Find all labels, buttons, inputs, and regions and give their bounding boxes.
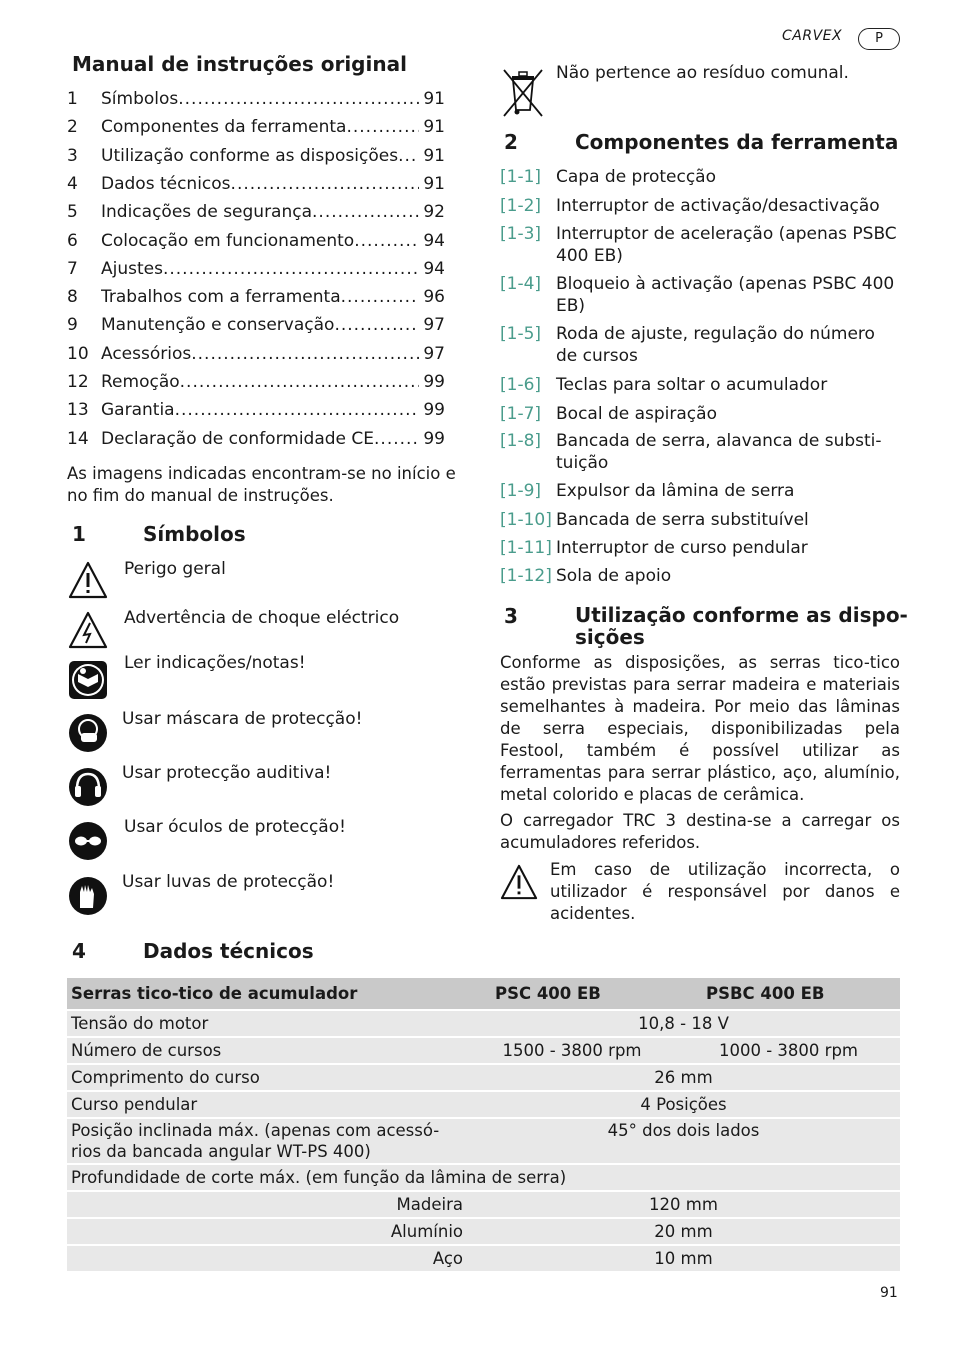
toc-item [67, 231, 445, 255]
component-text: Bloqueio à activação (apenas PSBC 400 EB) [556, 274, 895, 316]
toc-item [67, 202, 445, 226]
tech-header-psbc: PSBC 400 EB [677, 978, 900, 1009]
section-3-number: 3 [504, 604, 518, 628]
component-ref: [1-9] [500, 481, 542, 501]
toc-title: Manual de instruções original [72, 52, 407, 76]
tech-row-sublabel: Aço [67, 1246, 467, 1271]
toc-item [67, 146, 445, 170]
disposal-text: Não pertence ao resíduo comunal. [556, 63, 849, 83]
component-ref: [1-3] [500, 224, 542, 244]
tech-row-label: Tensão do motor [67, 1011, 467, 1036]
toc-item-page: 96 [423, 287, 445, 308]
tech-data-table [67, 976, 900, 1273]
toc-item-title: Ajustes ..... [101, 259, 419, 283]
component-item [500, 403, 900, 425]
tech-row-label: Curso pendular [67, 1092, 467, 1117]
component-ref: [1-11] [500, 538, 552, 558]
read-manual-icon [68, 660, 108, 700]
toc-item-title: Declaração de conformidade CE ..... [101, 429, 419, 453]
usage-paragraph-1: Conforme as disposições, as serras tico-tico estão previstas para serrar madeira e materiais semelhantes à madeira. Por meio das lâminas de serra especiais, disponibilizadas pela Festool, também é possível utilizar as ferramentas para serrar plástico, aço, alumínio, metal colorido e placas de cerâmica. [500, 653, 900, 804]
page-number: 91 [880, 1285, 898, 1301]
toc-item-number: 9 [67, 315, 78, 336]
tech-row-value-psbc: 1000 - 3800 rpm [677, 1038, 900, 1063]
toc-item-page: 99 [423, 428, 445, 449]
usage-warning-icon [500, 864, 538, 900]
toc-item [67, 117, 445, 141]
component-item [500, 565, 900, 587]
component-text: Roda de ajuste, regulação do número de cursos [556, 324, 875, 366]
tech-table-row [67, 1165, 900, 1190]
section-4-title: Dados técnicos [143, 939, 314, 963]
component-ref: [1-10] [500, 510, 552, 530]
tech-table-row [67, 1119, 900, 1163]
toc-item-title: Símbolos ..... [101, 89, 419, 113]
tech-header-model: Serras tico-tico de acumulador [67, 978, 467, 1009]
toc-item-number: 13 [67, 400, 89, 421]
component-item [500, 509, 900, 531]
component-text: Teclas para soltar o acumulador [556, 375, 828, 395]
component-item [500, 537, 900, 559]
component-item [500, 195, 900, 217]
component-ref: [1-8] [500, 431, 542, 451]
tech-row-label: Posição inclinada máx. (apenas com acessó-rios da bancada angular WT-PS 400) [67, 1119, 467, 1163]
crossed-bin-icon [500, 66, 546, 118]
section-4-number: 4 [72, 939, 86, 963]
toc-item-number: 1 [67, 89, 78, 109]
safety-goggles-icon [68, 821, 108, 861]
component-ref: [1-12] [500, 566, 552, 586]
tech-row-label: Número de cursos [67, 1038, 467, 1063]
component-text: Interruptor de curso pendular [556, 538, 808, 558]
symbol-label-gloves: Usar luvas de protecção! [122, 872, 335, 892]
toc-item-page: 91 [423, 89, 445, 109]
toc-item-title: Utilização conforme as disposições ..... [101, 146, 419, 170]
toc-item [67, 344, 445, 368]
toc-item-number: 10 [67, 343, 89, 364]
toc-item [67, 400, 445, 424]
tech-table-row [67, 1065, 900, 1090]
symbol-label-read-notes: Ler indicações/notas! [124, 653, 306, 673]
tech-table-row [67, 1092, 900, 1117]
tech-table-header-row [67, 978, 900, 1009]
toc-item-title: Remoção ..... [101, 372, 419, 396]
tech-row-label: Comprimento do curso [67, 1065, 467, 1090]
component-text: Expulsor da lâmina de serra [556, 481, 795, 501]
component-ref: [1-5] [500, 324, 542, 344]
electric-shock-icon [68, 610, 108, 650]
tech-row-sublabel: Alumínio [67, 1219, 467, 1244]
toc-item-page: 91 [423, 173, 445, 194]
toc-item [67, 315, 445, 339]
symbol-label-electric-shock: Advertência de choque eléctrico [124, 608, 400, 628]
tech-row-value: 10 mm [467, 1246, 900, 1271]
tech-table-row [67, 1192, 900, 1217]
toc-item-title: Manutenção e conservação ..... [101, 315, 419, 339]
toc-item [67, 372, 445, 396]
toc-item-title: Trabalhos com a ferramenta ..... [101, 287, 419, 311]
tech-row-value-psc: 1500 - 3800 rpm [467, 1038, 677, 1063]
toc-item [67, 259, 445, 283]
component-item [500, 323, 900, 367]
toc-item-number: 2 [67, 117, 78, 138]
tech-header-psc: PSC 400 EB [467, 978, 677, 1009]
symbol-label-safety-goggles: Usar óculos de protecção! [124, 817, 346, 837]
toc-item-title: Garantia ..... [101, 400, 419, 424]
toc-item [67, 287, 445, 311]
component-ref: [1-4] [500, 274, 542, 294]
tech-table-row [67, 1038, 900, 1063]
tech-table-body [67, 1011, 900, 1271]
toc-item-page: 99 [423, 372, 445, 392]
toc-item-number: 5 [67, 202, 78, 223]
section-2-title: Componentes da ferramenta [575, 130, 899, 154]
section-2-number: 2 [504, 130, 518, 154]
toc-item-page: 97 [423, 343, 445, 364]
usage-warning-text: Em caso de utilização incorrecta, o utilizador é responsável por danos e acidentes. [550, 860, 900, 923]
toc-item [67, 89, 445, 113]
section-3-title: Utilização conforme as dispo- sições [575, 603, 908, 649]
tech-row-value: 20 mm [467, 1219, 900, 1244]
component-item [500, 223, 900, 267]
toc-note: As imagens indicadas encontram-se no início e no fim do manual de instruções. [67, 464, 456, 505]
toc-item-number: 14 [67, 428, 89, 449]
symbol-label-ear-protection: Usar protecção auditiva! [122, 763, 332, 783]
toc-item-title: Colocação em funcionamento ..... [101, 231, 419, 255]
toc-item-page: 99 [423, 400, 445, 421]
symbol-label-general-danger: Perigo geral [124, 559, 226, 579]
toc-item-number: 8 [67, 287, 78, 308]
usage-paragraph-2: O carregador TRC 3 destina-se a carregar os acumuladores referidos. [500, 811, 900, 852]
component-ref: [1-6] [500, 375, 542, 395]
toc-item-page: 94 [423, 230, 445, 251]
tech-row-value: 4 Posições [467, 1092, 900, 1117]
dust-mask-icon [68, 713, 108, 753]
component-text: Bancada de serra substituível [556, 510, 809, 530]
toc-item-page: 92 [423, 202, 445, 223]
toc-item-number: 4 [67, 173, 78, 194]
gloves-icon [68, 876, 108, 916]
toc-item-number: 3 [67, 145, 78, 166]
toc-item [67, 429, 445, 453]
tech-row-value: 10,8 - 18 V [467, 1011, 900, 1036]
toc-item-page: 91 [423, 117, 445, 138]
toc-item-title: Dados técnicos ..... [101, 174, 419, 198]
toc-item-title: Indicações de segurança ..... [101, 202, 419, 226]
toc-item-page: 94 [423, 258, 445, 279]
component-text: Bancada de serra, alavanca de substi-tuição [556, 431, 882, 473]
tech-row-value: 45° dos dois lados [467, 1119, 900, 1163]
symbol-label-dust-mask: Usar máscara de protecção! [122, 709, 363, 729]
component-ref: [1-1] [500, 167, 542, 187]
tech-row-value: 120 mm [467, 1192, 900, 1217]
component-item [500, 480, 900, 502]
toc-item-page: 91 [423, 145, 445, 166]
tech-row-sublabel: Madeira [67, 1192, 467, 1217]
section-1-title: Símbolos [143, 522, 246, 546]
component-item [500, 374, 900, 396]
toc-item-number: 12 [67, 372, 89, 392]
component-ref: [1-7] [500, 404, 542, 424]
component-item [500, 166, 900, 188]
component-text: Capa de protecção [556, 167, 716, 187]
toc-item-title: Acessórios ..... [101, 344, 419, 368]
component-item [500, 273, 900, 317]
ear-protection-icon [68, 767, 108, 807]
component-text: Sola de apoio [556, 566, 672, 586]
section-1-number: 1 [72, 522, 86, 546]
tech-row-value: 26 mm [467, 1065, 900, 1090]
toc-item-number: 7 [67, 258, 78, 279]
tech-table-row [67, 1219, 900, 1244]
tech-table-row [67, 1246, 900, 1271]
header-brand: CARVEX [782, 28, 843, 44]
toc-item-title: Componentes da ferramenta ..... [101, 117, 419, 141]
toc-item-number: 6 [67, 230, 78, 251]
tech-table-row [67, 1011, 900, 1036]
warning-triangle-icon [68, 560, 108, 600]
component-text: Interruptor de aceleração (apenas PSBC 400 EB) [556, 224, 897, 266]
toc-item [67, 174, 445, 198]
component-ref: [1-2] [500, 196, 542, 216]
component-text: Interruptor de activação/desactivação [556, 196, 880, 216]
component-text: Bocal de aspiração [556, 404, 717, 424]
tech-row-label: Profundidade de corte máx. (em função da lâmina de serra) [67, 1165, 900, 1190]
component-item [500, 430, 900, 474]
language-badge: P [858, 28, 900, 50]
toc-item-page: 97 [423, 315, 445, 336]
